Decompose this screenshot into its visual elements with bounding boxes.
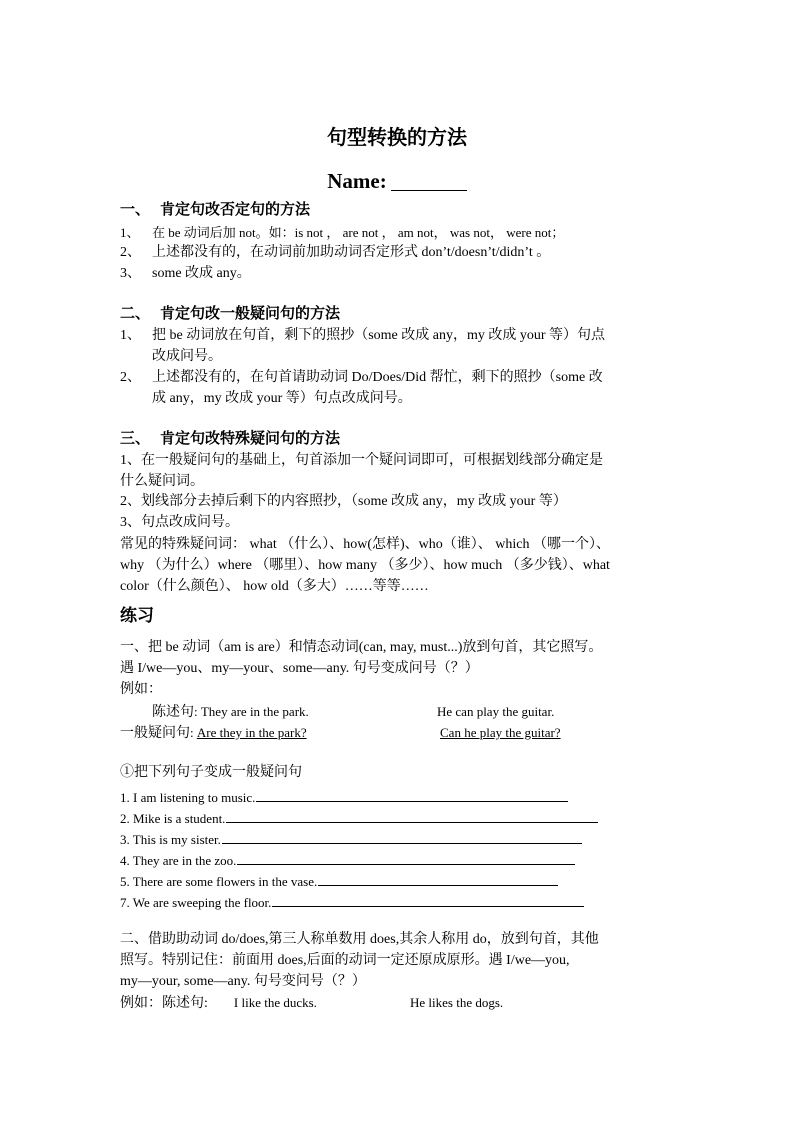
exercise-text: 2. Mike is a student. xyxy=(120,811,226,826)
item-number: 3、 xyxy=(120,266,141,281)
answer-blank[interactable] xyxy=(222,828,582,844)
name-line xyxy=(0,170,794,191)
example-sentence-1: I like the ducks. xyxy=(233,995,317,1010)
statement-label: 陈述句 xyxy=(152,705,194,720)
example-statement xyxy=(152,702,309,723)
section-1-heading xyxy=(120,200,310,220)
answer-blank[interactable] xyxy=(318,870,558,886)
section-3-heading xyxy=(120,429,340,449)
section-2-item-1-cont: 改成问号。 xyxy=(152,349,222,364)
section-2-heading xyxy=(120,304,340,324)
section-3-line-1: 1、在一般疑问句的基础上，句首添加一个疑问词即可，可根据划线部分确定是 xyxy=(120,453,603,468)
statement-example-1: : They are in the park. xyxy=(194,704,309,719)
section-1-item-2 xyxy=(120,243,550,263)
section-3-line-7: color（什么颜色）、 how old（多大）……等等…… xyxy=(120,579,429,594)
exercise-text: 4. They are in the zoo. xyxy=(120,853,237,868)
example-question: 一般疑问句: Are they in the park? xyxy=(120,725,307,741)
item-number: 2、 xyxy=(120,370,141,385)
practice-2-line-1: 二、借助助动词 do/does,第三人称单数用 does,其余人称用 do，放到句首，其他 xyxy=(120,932,599,947)
section-1-number: 一、 xyxy=(120,202,151,218)
answer-blank[interactable] xyxy=(272,891,584,907)
exercise-text: 3. This is my sister. xyxy=(120,832,221,847)
section-1-title: 肯定句改否定句的方法 xyxy=(160,202,311,218)
practice-2-line-2: 照写。特别记住：前面用 does,后面的动词一定还原成原形。遇 I/we—you, xyxy=(120,953,570,968)
item-number: 1、 xyxy=(120,328,141,343)
answer-blank[interactable] xyxy=(256,786,568,802)
page-title: 句型转换的方法 xyxy=(327,127,467,149)
exercise-7 xyxy=(120,891,584,913)
example-prefix: 例如：陈述句: xyxy=(120,996,208,1011)
question-example-2: Can he play the guitar? xyxy=(440,725,561,740)
exercise-3 xyxy=(120,828,582,850)
section-1-item-3 xyxy=(120,264,251,284)
practice-2-line-3: my—your, some—any. 句号变问号（？） xyxy=(120,974,366,989)
section-3-line-5: 常见的特殊疑问词： what （什么）、how(怎样)、who（谁）、 which （哪一个）、 xyxy=(120,537,610,552)
section-3-line-4: 3、句点改成问号。 xyxy=(120,515,239,530)
section-3-line-2: 什么疑问词。 xyxy=(120,474,204,489)
section-3-line-3: 2、划线部分去掉后剩下的内容照抄，（some 改成 any，my 改成 your 等） xyxy=(120,494,567,509)
item-number: 2、 xyxy=(120,245,141,260)
name-label: Name: xyxy=(327,169,387,193)
section-3-title: 肯定句改特殊疑问句的方法 xyxy=(160,431,341,447)
item-text: some 改成 any。 xyxy=(152,266,251,281)
practice-1-line-1: 一、把 be 动词（am is are）和情态动词(can, may, must...)放到句首，其它照写。 xyxy=(120,640,603,655)
example-sentence-2: He likes the dogs. xyxy=(410,995,504,1010)
section-2-item-2-cont: 成 any，my 改成 your 等）句点改成问号。 xyxy=(152,391,412,406)
section-2-item-2 xyxy=(120,368,603,388)
exercise-text: 5. There are some flowers in the vase. xyxy=(120,874,318,889)
exercise-4 xyxy=(120,849,575,871)
exercise-1 xyxy=(120,786,568,808)
practice-2-example xyxy=(120,993,317,1014)
item-text: 上述都没有的，在句首请助动词 Do/Does/Did 帮忙，剩下的照抄（some 改 xyxy=(152,370,603,385)
answer-blank[interactable] xyxy=(226,807,598,823)
statement-example-2: He can play the guitar. xyxy=(437,704,555,719)
practice-heading: 练习 xyxy=(120,606,154,625)
section-1-item-1 xyxy=(120,223,564,243)
answer-blank[interactable] xyxy=(237,849,575,865)
exercise-title: ①把下列句子变成一般疑问句 xyxy=(120,765,302,780)
question-example-1: Are they in the park? xyxy=(196,725,307,740)
item-text: 在 be 动词后加 not。如：is not ， are not ， am not， was not， were not； xyxy=(152,225,565,240)
section-2-title: 肯定句改一般疑问句的方法 xyxy=(160,306,341,322)
section-2-number: 二、 xyxy=(120,306,151,322)
item-number: 1、 xyxy=(120,225,140,240)
item-text: 上述都没有的，在动词前加助动词否定形式 don’t/doesn’t/didn’t 。 xyxy=(152,245,551,260)
practice-1-line-3: 例如： xyxy=(120,682,162,697)
exercise-2 xyxy=(120,807,598,829)
name-blank[interactable] xyxy=(391,170,467,191)
exercise-5 xyxy=(120,870,558,892)
question-label: 一般疑问句 xyxy=(120,726,190,741)
section-3-line-6: why （为什么）where （哪里）、how many （多少）、how much （多少钱）、what xyxy=(120,558,610,573)
exercise-text: 1. I am listening to music. xyxy=(120,790,256,805)
section-2-item-1 xyxy=(120,326,605,346)
item-text: 把 be 动词放在句首，剩下的照抄（some 改成 any，my 改成 your 等）句点 xyxy=(152,328,606,343)
practice-1-line-2: 遇 I/we—you、my—your、some—any. 句号变成问号（？） xyxy=(120,661,479,676)
section-3-number: 三、 xyxy=(120,431,151,447)
exercise-text: 7. We are sweeping the floor. xyxy=(120,895,272,910)
